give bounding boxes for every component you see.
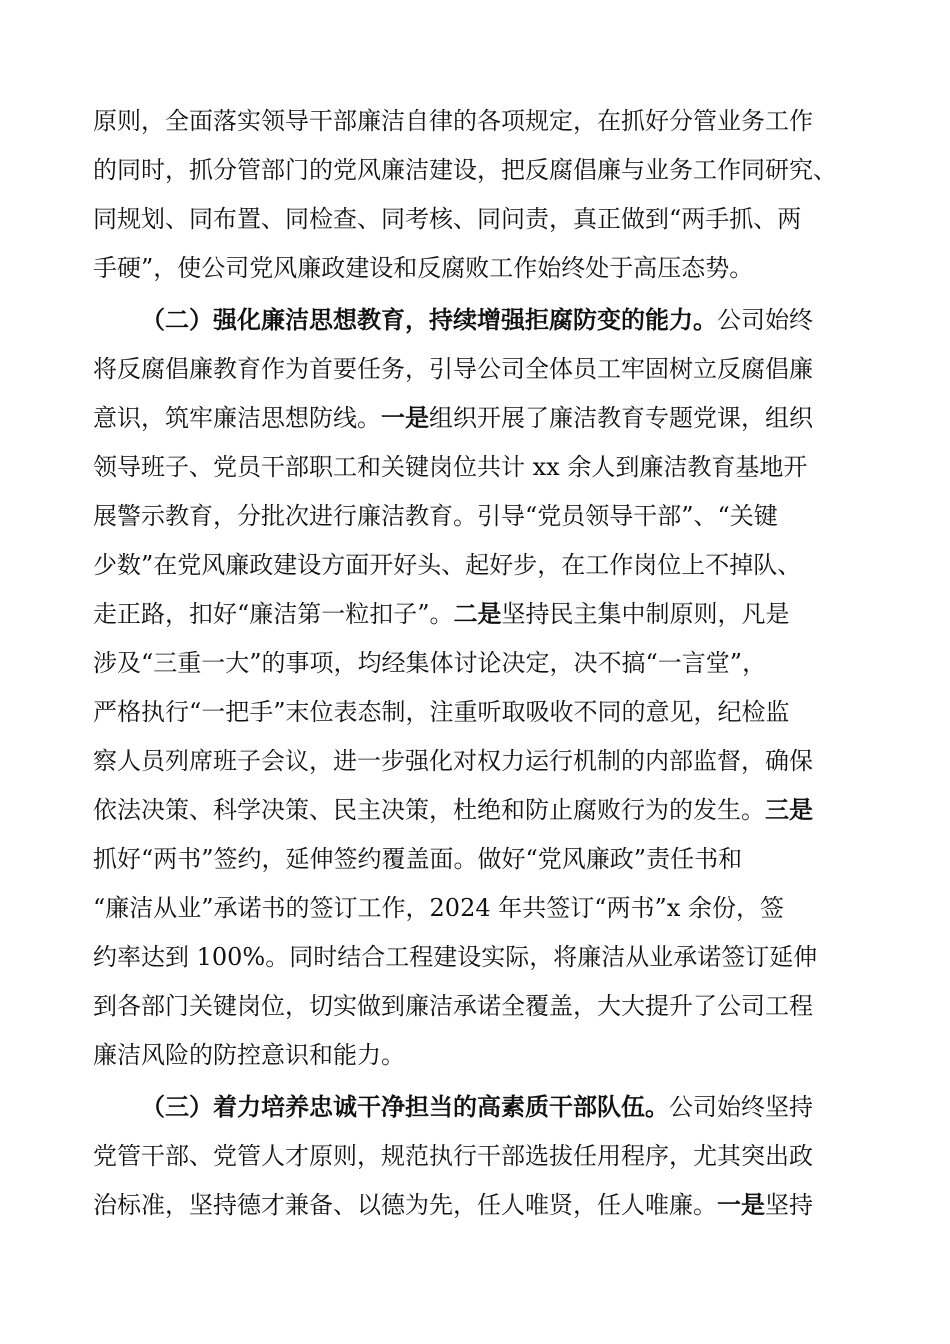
text-line: [93, 402, 813, 434]
text-run: 治标准，坚持德才兼备、以德为先，任人唯贤，任人唯廉。: [93, 1191, 717, 1219]
text-run: 公司始终: [717, 306, 813, 334]
text-run: 展警示教育，分批次进行廉洁教育。引导“党员领导干部”、“关键: [93, 502, 778, 530]
text-run: 的同时，抓分管部门的党风廉洁建设，把反腐倡廉与业务工作同研究、: [93, 156, 837, 184]
text-run: 廉洁风险的防控意识和能力。: [93, 1041, 405, 1069]
text-line: [93, 990, 813, 1022]
text-line: [93, 203, 801, 235]
text-run: 手硬”，使公司党风廉政建设和反腐败工作始终处于高压态势。: [93, 254, 754, 282]
text-line: [93, 451, 807, 483]
text-run: 原则，全面落实领导干部廉洁自律的各项规定，在抓好分管业务工作: [93, 107, 813, 135]
bold-marker: 一是: [381, 403, 429, 432]
text-run: 公司始终坚持: [669, 1093, 813, 1121]
text-line: [93, 252, 753, 284]
text-line: [93, 794, 813, 826]
text-line: [93, 941, 817, 973]
text-run: 涉及“三重一大”的事项，均经集体讨论决定，决不搞“一言堂”，: [93, 649, 767, 677]
text-line: [93, 892, 784, 924]
text-run: 意识，筑牢廉洁思想防线。: [93, 404, 381, 432]
text-line: [93, 500, 778, 532]
text-line: [93, 598, 790, 630]
text-run: 坚持: [765, 1191, 813, 1219]
section-heading: （三）着力培养忠诚干净担当的高素质干部队伍。: [141, 1092, 669, 1121]
text-run: 严格执行“一把手”末位表态制，注重听取吸收不同的意见，纪检监: [93, 698, 790, 726]
text-line: [93, 549, 801, 581]
bold-marker: 一是: [717, 1190, 765, 1219]
text-line: [93, 745, 813, 777]
text-run: 察人员列席班子会议，进一步强化对权力运行机制的内部监督，确保: [93, 747, 813, 775]
text-line: [93, 154, 837, 186]
text-run: 依法决策、科学决策、民主决策，杜绝和防止腐败行为的发生。: [93, 796, 765, 824]
text-run: 到各部门关键岗位，切实做到廉洁承诺全覆盖，大大提升了公司工程: [93, 992, 813, 1020]
text-line: [93, 696, 790, 728]
text-run: 将反腐倡廉教育作为首要任务，引导公司全体员工牢固树立反腐倡廉: [93, 355, 813, 383]
section-heading: （二）强化廉洁思想教育，持续增强拒腐防变的能力。: [141, 305, 717, 334]
text-line: [93, 1039, 405, 1071]
bold-marker: 二是: [453, 599, 502, 628]
text-run: 组织开展了廉洁教育专题党课，组织: [429, 404, 813, 432]
text-line: [141, 304, 813, 336]
text-line: [93, 105, 813, 137]
text-run: “廉洁从业”承诺书的签订工作，2024 年共签订“两书”x 余份，签: [93, 894, 784, 922]
text-line: [93, 647, 766, 679]
text-line: [93, 353, 813, 385]
text-run: 走正路，扣好“廉洁第一粒扣子”。: [93, 600, 454, 628]
text-run: 坚持民主集中制原则，凡是: [501, 600, 790, 628]
text-run: 党管干部、党管人才原则，规范执行干部选拔任用程序，尤其突出政: [93, 1142, 813, 1170]
text-run: 约率达到 100%。同时结合工程建设实际，将廉洁从业承诺签订延伸: [93, 943, 818, 971]
text-line: [141, 1091, 813, 1123]
text-run: 少数”在党风廉政建设方面开好头、起好步，在工作岗位上不掉队、: [93, 551, 802, 579]
text-run: 同规划、同布置、同检查、同考核、同问责，真正做到“两手抓、两: [93, 205, 802, 233]
text-line: [93, 1140, 813, 1172]
text-line: [93, 843, 742, 875]
text-run: 领导班子、党员干部职工和关键岗位共计 xx 余人到廉洁教育基地开: [93, 453, 808, 481]
text-run: 抓好“两书”签约，延伸签约覆盖面。做好“党风廉政”责任书和: [93, 845, 743, 873]
text-line: [93, 1189, 813, 1221]
bold-marker: 三是: [765, 795, 813, 824]
